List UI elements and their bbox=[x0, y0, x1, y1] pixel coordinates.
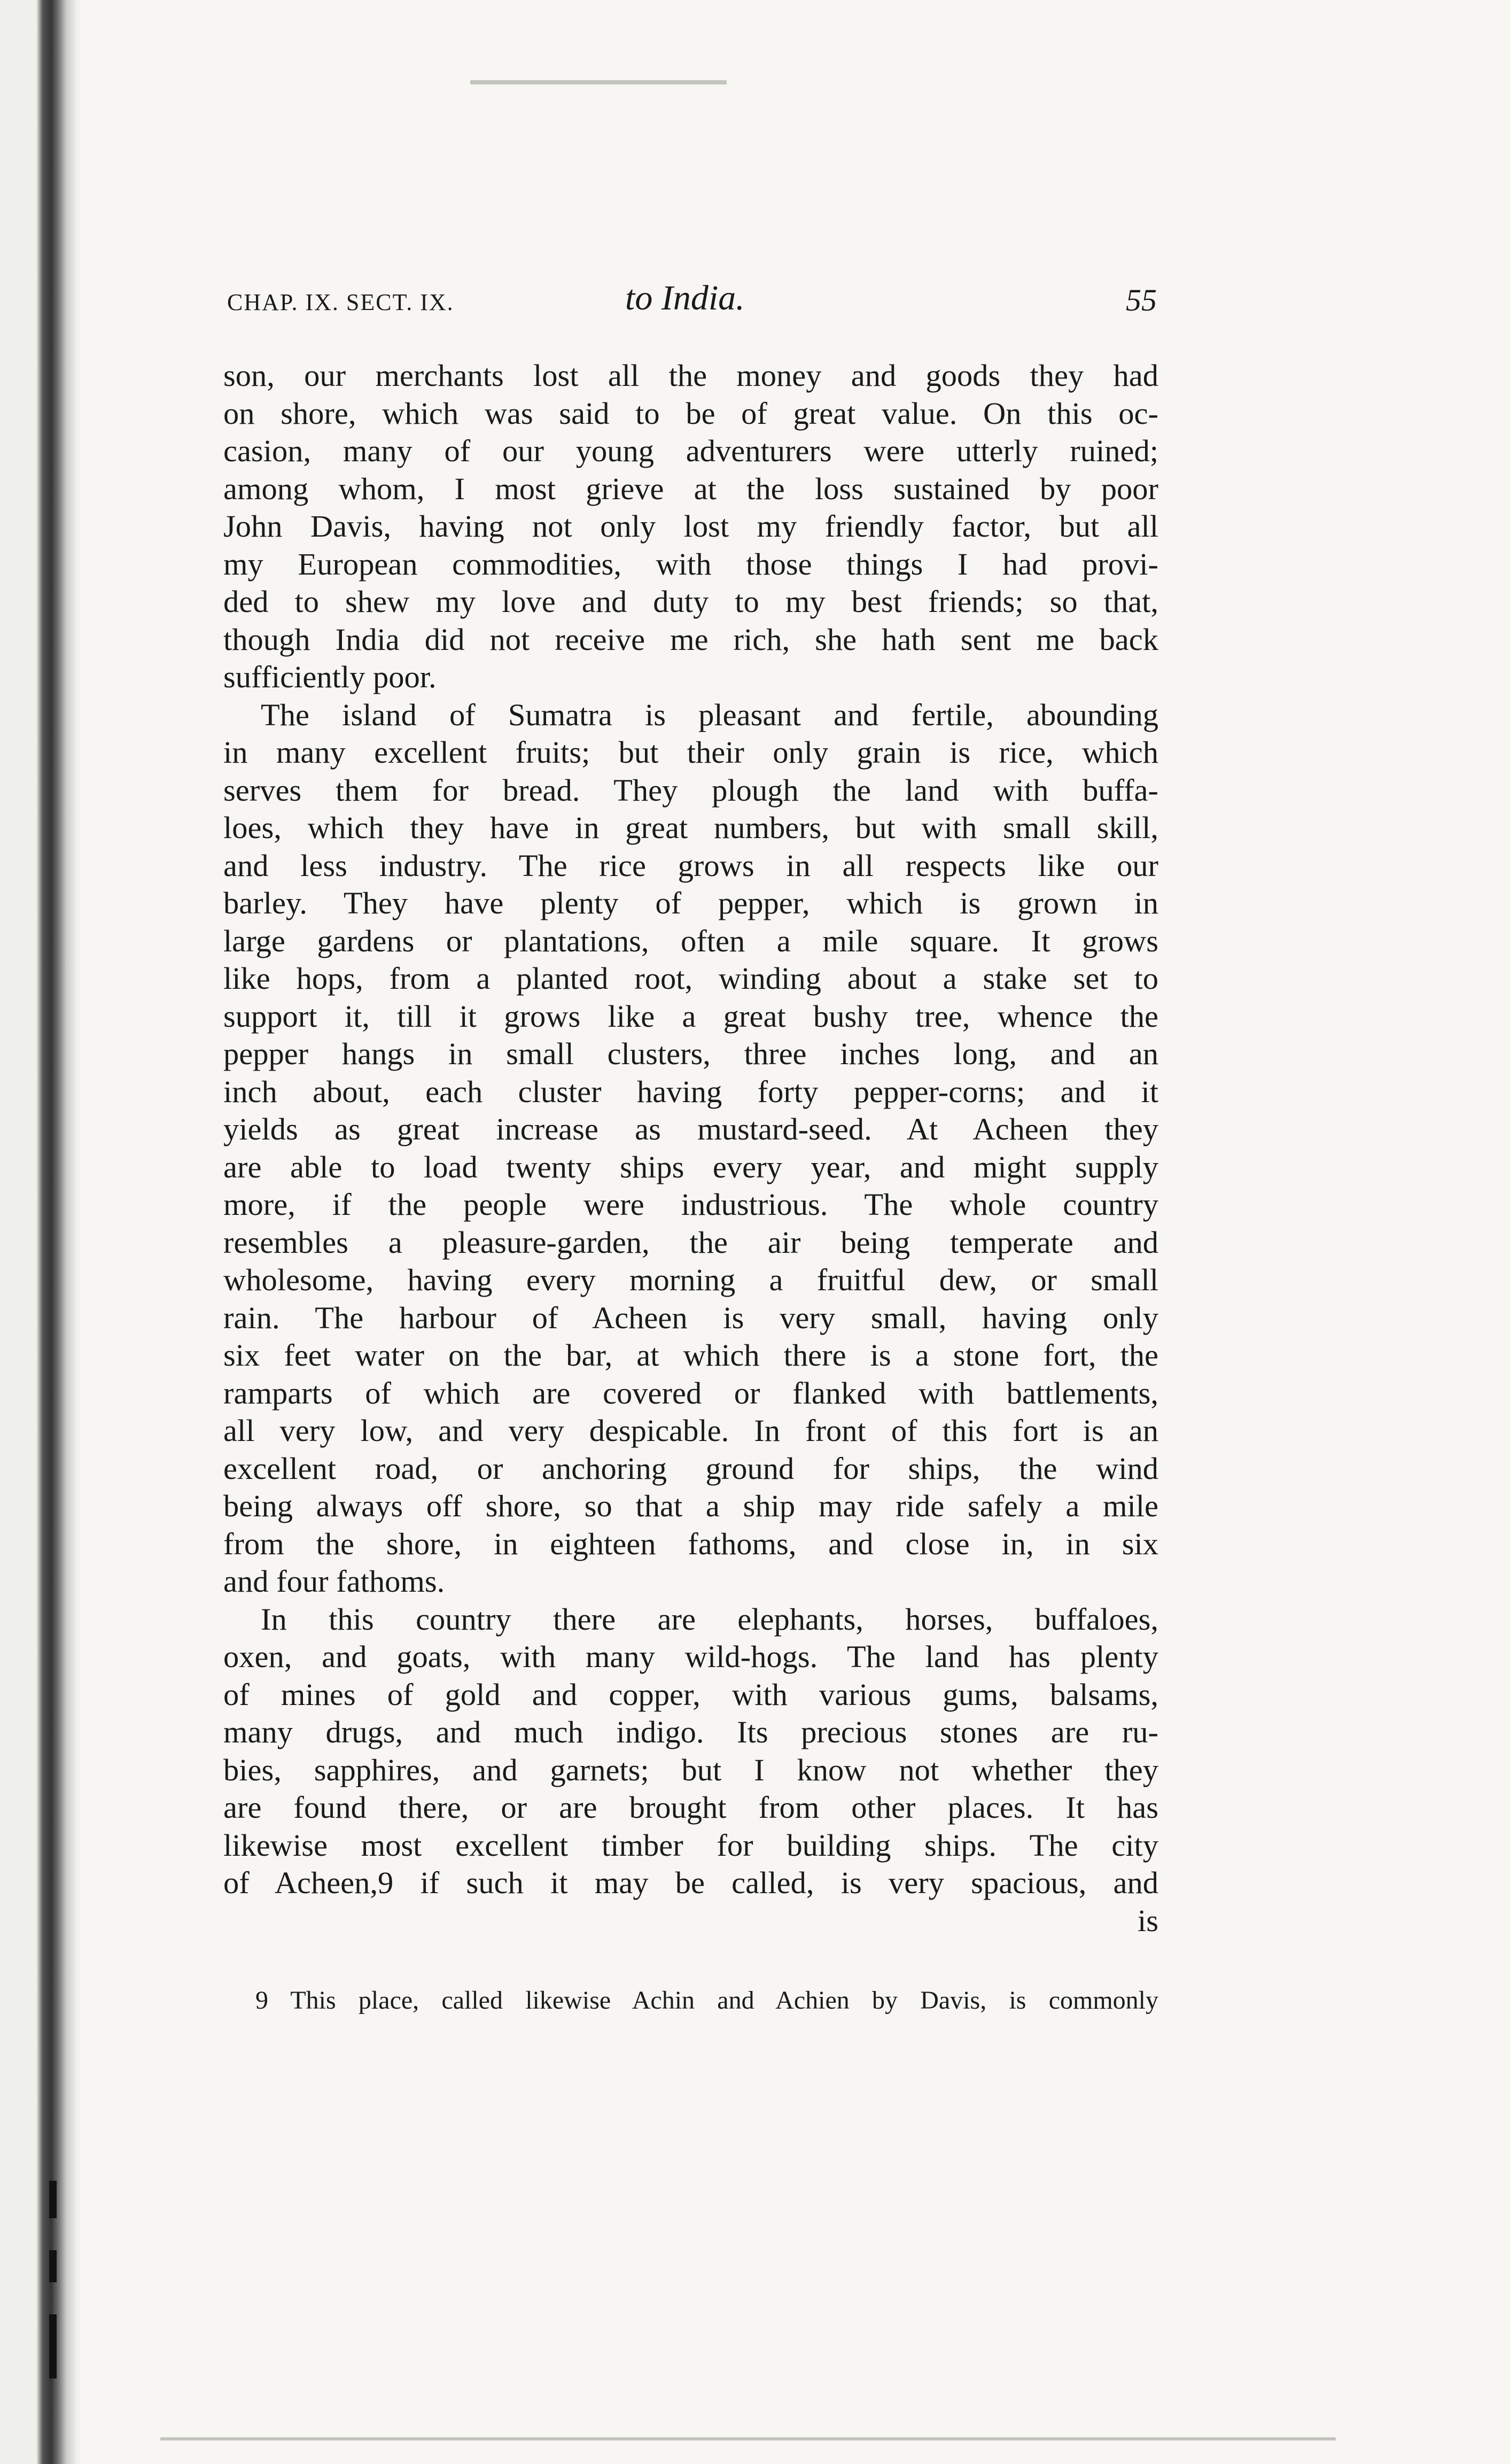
text-line: inch about, each cluster having forty pepper-corns; and it bbox=[223, 1074, 1158, 1109]
footnote: 9 This place, called likewise Achin and Achien by Davis, is commonly bbox=[255, 1986, 1158, 2014]
text-line: sufficiently poor. bbox=[223, 660, 437, 694]
text-line: is bbox=[1137, 1903, 1158, 1938]
binding-shadow bbox=[0, 0, 80, 2464]
text-line: yields as great increase as mustard-seed. At Acheen they bbox=[223, 1112, 1158, 1146]
text-line: ramparts of which are covered or flanked with battlements, bbox=[223, 1375, 1158, 1411]
text-line: The island of Sumatra is pleasant and fertile, abounding bbox=[261, 697, 1158, 732]
text-line: In this country there are elephants, horses, buffaloes, bbox=[261, 1601, 1158, 1637]
text-line: ded to shew my love and duty to my best friends; so that, bbox=[223, 584, 1158, 619]
binding-mark bbox=[49, 2314, 57, 2378]
binding-mark bbox=[49, 2250, 57, 2282]
text-line: casion, many of our young adventurers were utterly ruined; bbox=[223, 433, 1158, 468]
text-line: are found there, or are brought from other places. It has bbox=[223, 1790, 1158, 1825]
text-line: more, if the people were industrious. The whole country bbox=[223, 1187, 1158, 1222]
text-line: many drugs, and much indigo. Its precious stones are ru- bbox=[223, 1715, 1158, 1749]
text-line: and four fathoms. bbox=[223, 1564, 445, 1599]
text-line: resembles a pleasure-garden, the air being temperate and bbox=[223, 1225, 1158, 1260]
text-line: in many excellent fruits; but their only grain is rice, which bbox=[223, 735, 1158, 770]
text-line: wholesome, having every morning a fruitful dew, or small bbox=[223, 1262, 1158, 1297]
text-line: oxen, and goats, with many wild-hogs. The land has plenty bbox=[223, 1639, 1158, 1674]
text-line: six feet water on the bar, at which there is a stone fort, the bbox=[223, 1338, 1158, 1373]
page-number: 55 bbox=[1126, 283, 1157, 317]
running-header bbox=[227, 278, 1157, 331]
text-line: my European commodities, with those things I had provi- bbox=[223, 546, 1158, 582]
text-line: pepper hangs in small clusters, three inches long, and an bbox=[223, 1036, 1158, 1071]
text-line: among whom, I most grieve at the loss sustained by poor bbox=[223, 471, 1158, 506]
text-line: likewise most excellent timber for building ships. The city bbox=[223, 1827, 1158, 1863]
text-line: all very low, and very despicable. In front of this fort is an bbox=[223, 1413, 1158, 1448]
running-title: to India. bbox=[625, 278, 745, 317]
text-line: son, our merchants lost all the money and goods they had bbox=[223, 358, 1158, 393]
text-line: being always off shore, so that a ship may ride safely a mile bbox=[223, 1489, 1158, 1523]
text-line: bies, sapphires, and garnets; but I know not whether they bbox=[223, 1752, 1158, 1787]
text-line: of mines of gold and copper, with various gums, balsams, bbox=[223, 1677, 1158, 1712]
text-line: are able to load twenty ships every year, and might supply bbox=[223, 1149, 1158, 1184]
text-line: and less industry. The rice grows in all respects like our bbox=[223, 848, 1158, 883]
text-line: on shore, which was said to be of great value. On this oc- bbox=[223, 396, 1158, 431]
scan-smudge bbox=[470, 80, 727, 84]
text-line: loes, which they have in great numbers, but with small skill, bbox=[223, 810, 1158, 845]
text-line: rain. The harbour of Acheen is very small, having only bbox=[223, 1300, 1158, 1335]
scan-smudge bbox=[160, 2437, 1336, 2440]
text-line: John Davis, having not only lost my friendly factor, but all bbox=[223, 509, 1158, 544]
text-line: from the shore, in eighteen fathoms, and close in, in six bbox=[223, 1526, 1158, 1561]
text-line: like hops, from a planted root, winding about a stake set to bbox=[223, 961, 1158, 996]
text-line: excellent road, or anchoring ground for ships, the wind bbox=[223, 1451, 1158, 1486]
text-line: though India did not receive me rich, she hath sent me back bbox=[223, 622, 1158, 657]
binding-mark bbox=[49, 2181, 57, 2218]
text-line: serves them for bread. They plough the land with buffa- bbox=[223, 772, 1158, 808]
text-line: of Acheen,9 if such it may be called, is very spacious, and bbox=[223, 1865, 1158, 1900]
text-line: support it, till it grows like a great bushy tree, whence the bbox=[223, 998, 1158, 1034]
text-line: large gardens or plantations, often a mile square. It grows bbox=[223, 923, 1158, 958]
text-line: barley. They have plenty of pepper, which is grown in bbox=[223, 886, 1158, 920]
chapter-heading: CHAP. IX. SECT. IX. bbox=[227, 289, 454, 315]
body-text bbox=[223, 357, 1158, 1940]
